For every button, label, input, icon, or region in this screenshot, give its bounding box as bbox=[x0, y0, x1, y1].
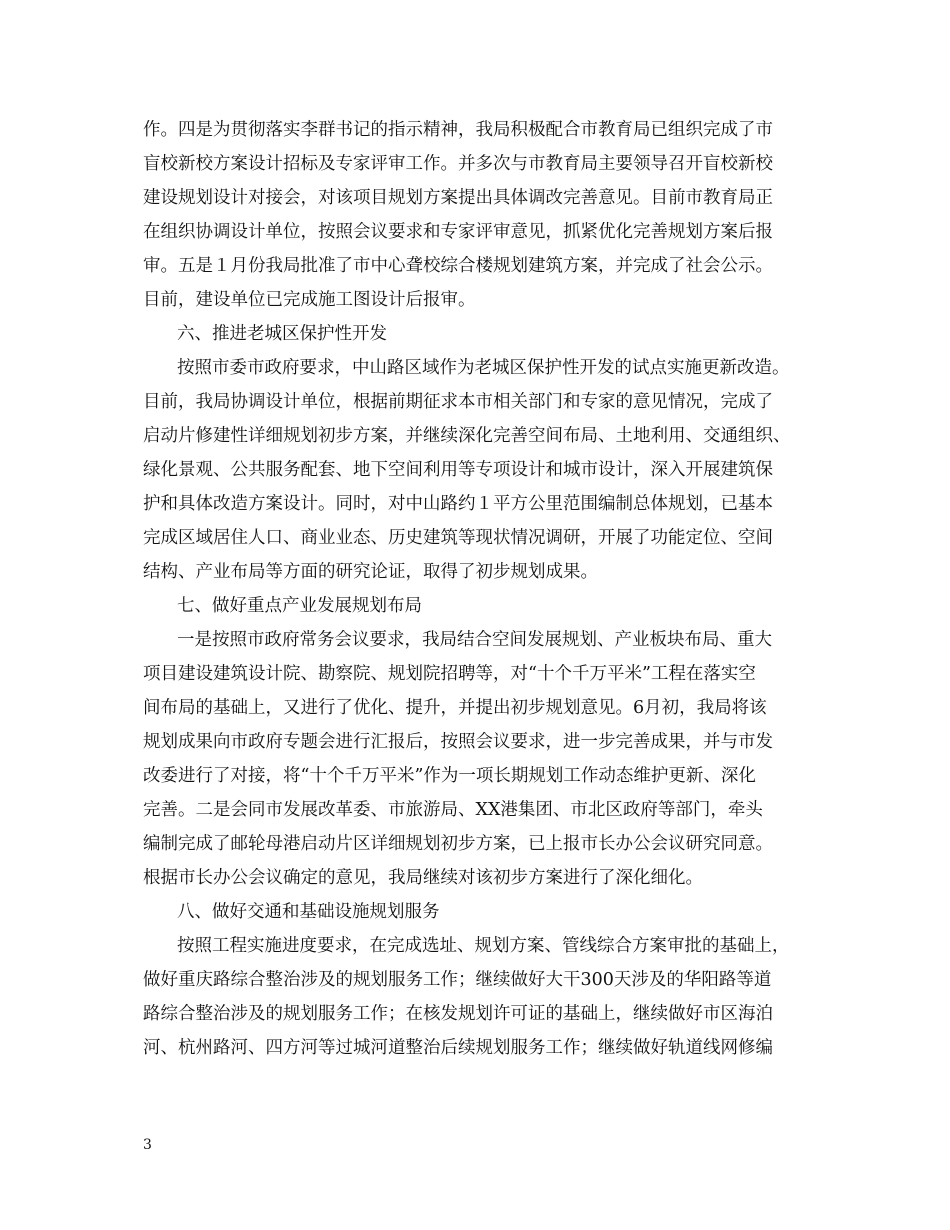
section-heading: 六、推进老城区保护性开发 bbox=[177, 324, 387, 344]
section-heading: 八、做好交通和基础设施规划服务 bbox=[177, 902, 440, 922]
body-line: 做好重庆路综合整治涉及的规划服务工作；继续做好大干300天涉及的华阳路等道 bbox=[143, 970, 772, 990]
body-line: 启动片修建性详细规划初步方案，并继续深化完善空间布局、土地利用、交通组织、 bbox=[143, 426, 791, 446]
section-heading: 七、做好重点产业发展规划布局 bbox=[177, 596, 422, 616]
body-line: 护和具体改造方案设计。同时，对中山路约１平方公里范围编制总体规划，已基本 bbox=[143, 494, 773, 514]
page-number: 3 bbox=[143, 1137, 152, 1153]
document-body bbox=[143, 113, 823, 1065]
body-line: 完成区域居住人口、商业业态、历史建筑等现状情况调研，开展了功能定位、空间 bbox=[143, 528, 773, 548]
body-line: 改委进行了对接，将“十个千万平米”作为一项长期规划工作动态维护更新、深化 bbox=[143, 766, 756, 786]
body-line: 盲校新校方案设计招标及专家评审工作。并多次与市教育局主要领导召开盲校新校 bbox=[143, 154, 773, 174]
body-line: 审。五是１月份我局批准了市中心聋校综合楼规划建筑方案，并完成了社会公示。 bbox=[143, 256, 773, 276]
body-line: 按照工程实施进度要求，在完成选址、规划方案、管线综合方案审批的基础上， bbox=[177, 936, 790, 956]
body-line: 结构、产业布局等方面的研究论证，取得了初步规划成果。 bbox=[143, 562, 598, 582]
body-line: 根据市长办公会议确定的意见，我局继续对该初步方案进行了深化细化。 bbox=[143, 868, 703, 888]
body-line: 按照市委市政府要求，中山路区域作为老城区保护性开发的试点实施更新改造。 bbox=[177, 358, 790, 378]
body-line: 路综合整治涉及的规划服务工作；在核发规划许可证的基础上，继续做好市区海泊 bbox=[143, 1004, 773, 1024]
body-line: 绿化景观、公共服务配套、地下空间利用等专项设计和城市设计，深入开展建筑保 bbox=[143, 460, 773, 480]
body-line: 目前，建设单位已完成施工图设计后报审。 bbox=[143, 290, 476, 310]
body-line: 间布局的基础上，又进行了优化、提升，并提出初步规划意见。6月初，我局将该 bbox=[143, 698, 767, 718]
body-line: 建设规划设计对接会，对该项目规划方案提出具体调改完善意见。目前市教育局正 bbox=[143, 188, 773, 208]
body-line: 编制完成了邮轮母港启动片区详细规划初步方案，已上报市长办公会议研究同意。 bbox=[143, 834, 773, 854]
body-line: 河、杭州路河、四方河等过城河道整治后续规划服务工作；继续做好轨道线网修编 bbox=[143, 1038, 773, 1058]
body-line: 项目建设建筑设计院、勘察院、规划院招聘等，对“十个千万平米”工程在落实空 bbox=[143, 664, 756, 684]
body-line: 完善。二是会同市发展改革委、市旅游局、XX港集团、市北区政府等部门，牵头 bbox=[143, 800, 763, 820]
body-line: 在组织协调设计单位，按照会议要求和专家评审意见，抓紧优化完善规划方案后报 bbox=[143, 222, 773, 242]
body-line: 一是按照市政府常务会议要求，我局结合空间发展规划、产业板块布局、重大 bbox=[177, 630, 772, 650]
body-line: 目前，我局协调设计单位，根据前期征求本市相关部门和专家的意见情况，完成了 bbox=[143, 392, 773, 412]
body-line: 作。四是为贯彻落实李群书记的指示精神，我局积极配合市教育局已组织完成了市 bbox=[143, 120, 773, 140]
body-line: 规划成果向市政府专题会进行汇报后，按照会议要求，进一步完善成果，并与市发 bbox=[143, 732, 773, 752]
